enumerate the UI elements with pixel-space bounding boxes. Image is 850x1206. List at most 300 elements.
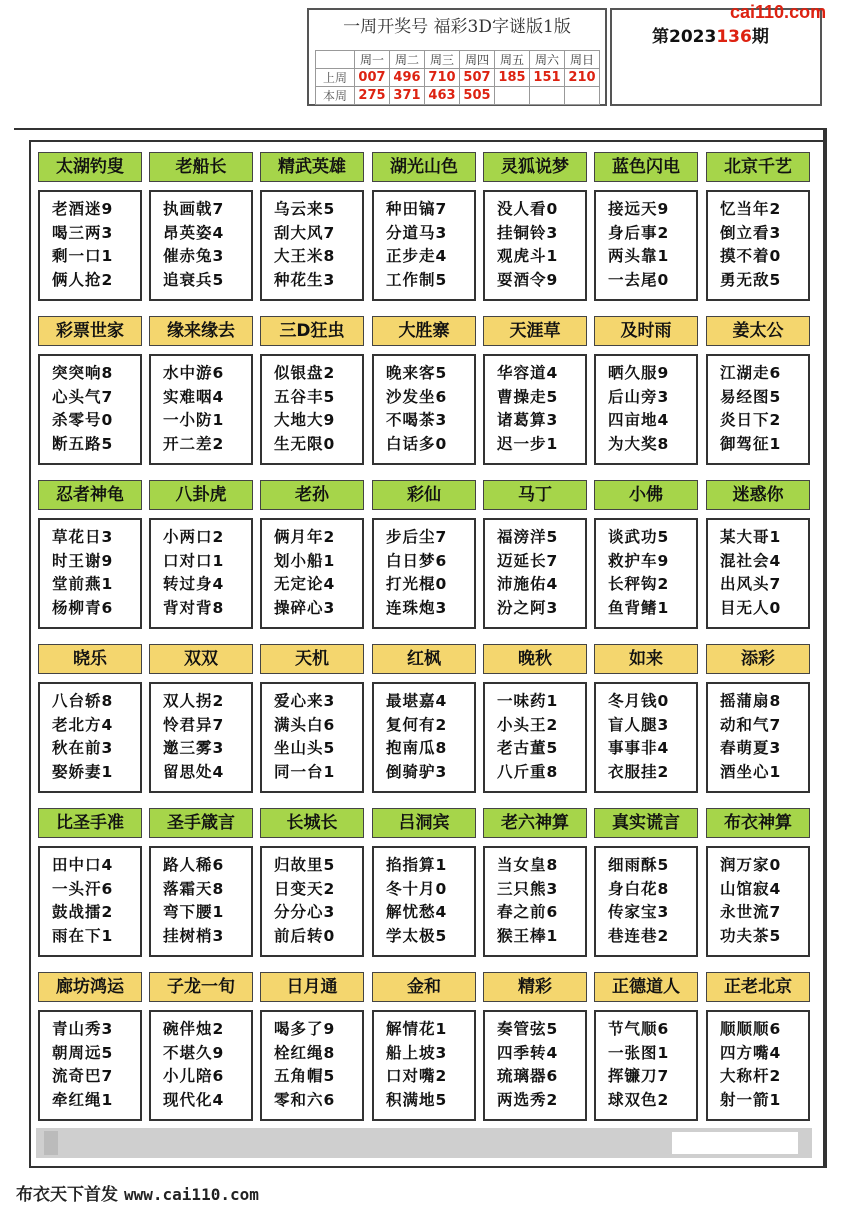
riddle-line: 谈武功5: [608, 528, 670, 546]
riddle-line: 水中游6: [163, 364, 225, 382]
riddle-line: 为大奖8: [608, 434, 670, 453]
card-title: 比圣手准: [38, 808, 142, 838]
riddle-line: 御驾征1: [720, 434, 782, 453]
riddle-line: 接远天9: [608, 200, 670, 218]
riddle-line: 口对口1: [163, 551, 225, 570]
card-body: [38, 518, 142, 629]
riddle-card: [149, 152, 253, 301]
riddle-line: 一小防1: [163, 411, 225, 429]
riddle-line: 酒坐心1: [720, 762, 782, 781]
footer-url[interactable]: www.cai110.com: [124, 1185, 259, 1204]
riddle-line: 留思处4: [163, 762, 225, 781]
riddle-line: 时王谢9: [52, 551, 114, 570]
card-title: 彩仙: [372, 480, 476, 510]
card-title: 天涯草: [483, 316, 587, 346]
riddle-line: 突突响8: [52, 364, 114, 382]
riddle-line: 草花日3: [52, 528, 114, 546]
riddle-line: 划小船1: [274, 551, 336, 570]
riddle-line: 一头汗6: [52, 879, 114, 898]
riddle-line: 老古董5: [497, 739, 559, 757]
riddle-card: [706, 808, 810, 957]
riddle-line: 落霜天8: [163, 879, 225, 898]
period-number: 136: [716, 27, 752, 47]
card-title: 湖光山色: [372, 152, 476, 182]
card-title: 晚秋: [483, 644, 587, 674]
riddle-line: 润万家0: [720, 856, 782, 874]
riddle-line: 功夫茶5: [720, 926, 782, 945]
card-body: [372, 1010, 476, 1121]
riddle-line: 沙发坐6: [386, 387, 448, 406]
strip-white-box: [672, 1132, 798, 1154]
riddle-line: 昂英姿4: [163, 223, 225, 242]
card-title: 蓝色闪电: [594, 152, 698, 182]
site-logo[interactable]: cai110.com: [730, 2, 827, 22]
riddle-card: [372, 808, 476, 957]
weekly-draw-panel: [307, 8, 607, 106]
riddle-line: 路人稀6: [163, 856, 225, 874]
card-title: 北京千艺: [706, 152, 810, 182]
day-header: 周二: [390, 51, 425, 69]
riddle-line: 救护车9: [608, 551, 670, 570]
riddle-line: 开二差2: [163, 434, 225, 453]
riddle-card: [149, 316, 253, 465]
riddle-line: 四亩地4: [608, 411, 670, 429]
riddle-line: 三只熊3: [497, 879, 559, 898]
riddle-line: 炎日下2: [720, 411, 782, 429]
riddle-line: 现代化4: [163, 1090, 225, 1109]
riddle-card: [149, 480, 253, 629]
riddle-line: 最堪嘉4: [386, 692, 448, 710]
riddle-line: 春萌夏3: [720, 739, 782, 757]
riddle-line: 大地大9: [274, 411, 336, 429]
card-title: 彩票世家: [38, 316, 142, 346]
riddle-board: [29, 140, 825, 1168]
card-title: 晓乐: [38, 644, 142, 674]
riddle-card: [38, 316, 142, 465]
riddle-line: 船上坡3: [386, 1043, 448, 1062]
riddle-line: 堂前燕1: [52, 575, 114, 593]
riddle-line: 耍酒令9: [497, 270, 559, 289]
riddle-line: 春之前6: [497, 903, 559, 921]
card-body: [706, 190, 810, 301]
riddle-card: [38, 644, 142, 793]
period-prefix: 第2023: [652, 27, 717, 47]
card-body: [372, 354, 476, 465]
riddle-line: 邀三雾3: [163, 739, 225, 757]
card-body: [38, 846, 142, 957]
riddle-line: 细雨酥5: [608, 856, 670, 874]
riddle-line: 娶娇妻1: [52, 762, 114, 781]
card-title: 正老北京: [706, 972, 810, 1002]
card-title: 迷惑你: [706, 480, 810, 510]
riddle-line: 工作制5: [386, 270, 448, 289]
riddle-line: 两头靠1: [608, 247, 670, 265]
riddle-line: 学太极5: [386, 926, 448, 945]
riddle-line: 没人看0: [497, 200, 559, 218]
riddle-card: [38, 972, 142, 1121]
riddle-card: [260, 152, 364, 301]
riddle-line: 白话多0: [386, 434, 448, 453]
card-title: 及时雨: [594, 316, 698, 346]
riddle-line: 朝周远5: [52, 1043, 114, 1062]
riddle-line: 掐指算1: [386, 856, 448, 874]
riddle-line: 混社会4: [720, 551, 782, 570]
riddle-line: 摸不着0: [720, 247, 782, 265]
riddle-line: 流奇巴7: [52, 1067, 114, 1085]
riddle-line: 巷连巷2: [608, 926, 670, 945]
riddle-card: [372, 152, 476, 301]
riddle-line: 栓红绳8: [274, 1043, 336, 1062]
riddle-line: 连珠炮3: [386, 598, 448, 617]
riddle-card: [372, 316, 476, 465]
riddle-line: 催赤兔3: [163, 247, 225, 265]
card-body: [260, 682, 364, 793]
riddle-line: 断五路5: [52, 434, 114, 453]
riddle-line: 挂铜铃3: [497, 223, 559, 242]
card-title: 马丁: [483, 480, 587, 510]
riddle-card: [483, 316, 587, 465]
card-title: 双双: [149, 644, 253, 674]
card-body: [38, 1010, 142, 1121]
riddle-line: 日变天2: [274, 879, 336, 898]
riddle-card: [483, 808, 587, 957]
riddle-line: 猴王棒1: [497, 926, 559, 945]
riddle-line: 奏管弦5: [497, 1020, 559, 1038]
card-body: [260, 354, 364, 465]
riddle-line: 分道马3: [386, 223, 448, 242]
riddle-line: 后山旁3: [608, 387, 670, 406]
riddle-line: 晚来客5: [386, 364, 448, 382]
riddle-line: 种花生3: [274, 270, 336, 289]
riddle-line: 坐山头5: [274, 739, 336, 757]
riddle-card: [149, 808, 253, 957]
riddle-card: [483, 972, 587, 1121]
card-body: [594, 190, 698, 301]
riddle-line: 一味药1: [497, 692, 559, 710]
riddle-line: 五谷丰5: [274, 387, 336, 406]
card-body: [372, 846, 476, 957]
card-title: 天机: [260, 644, 364, 674]
draw-number: 710: [425, 69, 460, 87]
riddle-line: 某大哥1: [720, 528, 782, 546]
row-label: 上周: [316, 69, 355, 87]
card-body: [483, 1010, 587, 1121]
card-title: 灵狐说梦: [483, 152, 587, 182]
riddle-line: 长秤钩2: [608, 575, 670, 593]
riddle-card: [483, 644, 587, 793]
riddle-line: 似银盘2: [274, 364, 336, 382]
riddle-line: 分分心3: [274, 903, 336, 921]
riddle-line: 白日梦6: [386, 551, 448, 570]
riddle-card: [149, 644, 253, 793]
riddle-line: 晒久服9: [608, 364, 670, 382]
riddle-card: [149, 972, 253, 1121]
card-title: 子龙一旬: [149, 972, 253, 1002]
riddle-card: [372, 972, 476, 1121]
card-title: 红枫: [372, 644, 476, 674]
card-body: [706, 1010, 810, 1121]
riddle-line: 喝多了9: [274, 1020, 336, 1038]
card-body: [483, 190, 587, 301]
card-title: 小佛: [594, 480, 698, 510]
riddle-line: 身后事2: [608, 223, 670, 242]
riddle-line: 山馆寂4: [720, 879, 782, 898]
draw-number: 151: [530, 69, 565, 87]
riddle-line: 四方嘴4: [720, 1043, 782, 1062]
draw-number: 505: [460, 87, 495, 105]
riddle-line: 背对背8: [163, 598, 225, 617]
riddle-line: 剩一口1: [52, 247, 114, 265]
riddle-line: 同一台1: [274, 762, 336, 781]
riddle-line: 爱心来3: [274, 692, 336, 710]
riddle-card: [260, 644, 364, 793]
card-body: [260, 190, 364, 301]
card-title: 老孙: [260, 480, 364, 510]
riddle-line: 打光棍0: [386, 575, 448, 593]
riddle-line: 忆当年2: [720, 200, 782, 218]
riddle-card: [483, 152, 587, 301]
riddle-line: 诸葛算3: [497, 411, 559, 429]
card-body: [594, 518, 698, 629]
riddle-line: 俩人抢2: [52, 270, 114, 289]
day-header: 周五: [495, 51, 530, 69]
riddle-line: 摇蒲扇8: [720, 692, 782, 710]
card-body: [483, 518, 587, 629]
riddle-line: 满头白6: [274, 715, 336, 734]
riddle-card: [706, 972, 810, 1121]
riddle-card: [706, 644, 810, 793]
riddle-line: 传家宝3: [608, 903, 670, 921]
riddle-line: 迟一步1: [497, 434, 559, 453]
riddle-line: 归故里5: [274, 856, 336, 874]
card-title: 布衣神算: [706, 808, 810, 838]
riddle-line: 动和气7: [720, 715, 782, 734]
card-body: [706, 518, 810, 629]
riddle-line: 转过身4: [163, 575, 225, 593]
draw-number: 185: [495, 69, 530, 87]
riddle-line: 八斤重8: [497, 762, 559, 781]
card-title: 正德道人: [594, 972, 698, 1002]
card-body: [706, 846, 810, 957]
card-body: [149, 1010, 253, 1121]
riddle-card: [372, 644, 476, 793]
strip-block: [44, 1131, 58, 1155]
riddle-line: 心头气7: [52, 387, 114, 406]
riddle-line: 江湖走6: [720, 364, 782, 382]
card-title: 八卦虎: [149, 480, 253, 510]
riddle-card: [260, 480, 364, 629]
card-body: [483, 682, 587, 793]
riddle-line: 青山秀3: [52, 1020, 114, 1038]
riddle-line: 一张图1: [608, 1043, 670, 1062]
card-title: 太湖钓叟: [38, 152, 142, 182]
riddle-line: 五角帽5: [274, 1067, 336, 1085]
riddle-line: 鼓战擂2: [52, 903, 114, 921]
riddle-line: 冬月钱0: [608, 692, 670, 710]
riddle-line: 老北方4: [52, 715, 114, 734]
riddle-line: 盲人腿3: [608, 715, 670, 734]
riddle-line: 冬十月0: [386, 879, 448, 898]
card-title: 精彩: [483, 972, 587, 1002]
riddle-line: 雨在下1: [52, 926, 114, 945]
weekly-draw-title: 一周开奖号 福彩3D字谜版1版: [343, 17, 571, 37]
riddle-line: 勇无敌5: [720, 270, 782, 289]
riddle-line: 抱南瓜8: [386, 739, 448, 757]
riddle-line: 汾之阿3: [497, 598, 559, 617]
riddle-line: 迈延长7: [497, 551, 559, 570]
riddle-line: 正步走4: [386, 247, 448, 265]
riddle-line: 衣服挂2: [608, 762, 670, 781]
riddle-line: 步后尘7: [386, 528, 448, 546]
card-body: [372, 190, 476, 301]
riddle-line: 追衰兵5: [163, 270, 225, 289]
riddle-line: 无定论4: [274, 575, 336, 593]
riddle-line: 前后转0: [274, 926, 336, 945]
card-body: [372, 682, 476, 793]
riddle-line: 永世流7: [720, 903, 782, 921]
draw-number: [495, 87, 530, 105]
card-body: [260, 1010, 364, 1121]
riddle-line: 曹操走5: [497, 387, 559, 406]
card-title: 精武英雄: [260, 152, 364, 182]
card-body: [149, 190, 253, 301]
riddle-line: 射一箭1: [720, 1090, 782, 1109]
bottom-strip: [36, 1128, 812, 1158]
riddle-line: 双人拐2: [163, 692, 225, 710]
riddle-card: [38, 480, 142, 629]
card-title: 如来: [594, 644, 698, 674]
riddle-card: [38, 152, 142, 301]
weekly-draw-table: [315, 50, 600, 105]
riddle-line: 华容道4: [497, 364, 559, 382]
riddle-line: 小头王2: [497, 715, 559, 734]
riddle-line: 琉璃器6: [497, 1067, 559, 1085]
riddle-line: 不堪久9: [163, 1043, 225, 1062]
draw-number: 210: [565, 69, 600, 87]
this-week-row: [316, 87, 600, 105]
card-body: [483, 354, 587, 465]
card-title: 老六神算: [483, 808, 587, 838]
riddle-card: [706, 316, 810, 465]
riddle-line: 解情花1: [386, 1020, 448, 1038]
riddle-line: 易经图5: [720, 387, 782, 406]
riddle-line: 四季转4: [497, 1043, 559, 1062]
day-header: 周一: [355, 51, 390, 69]
card-title: 老船长: [149, 152, 253, 182]
riddle-card: [706, 152, 810, 301]
draw-number: 007: [355, 69, 390, 87]
riddle-line: 倒骑驴3: [386, 762, 448, 781]
riddle-line: 福滂洋5: [497, 528, 559, 546]
card-title: 姜太公: [706, 316, 810, 346]
draw-number: 496: [390, 69, 425, 87]
riddle-line: 沛施佑4: [497, 575, 559, 593]
riddle-line: 节气顺6: [608, 1020, 670, 1038]
riddle-line: 牵红绳1: [52, 1090, 114, 1109]
riddle-line: 田中口4: [52, 856, 114, 874]
riddle-card: [260, 808, 364, 957]
riddle-line: 喝三两3: [52, 223, 114, 242]
card-body: [706, 354, 810, 465]
card-body: [149, 846, 253, 957]
card-title: 长城长: [260, 808, 364, 838]
riddle-line: 球双色2: [608, 1090, 670, 1109]
riddle-card: [706, 480, 810, 629]
draw-number: 371: [390, 87, 425, 105]
day-header: 周日: [565, 51, 600, 69]
card-title: 三D狂虫: [260, 316, 364, 346]
riddle-card: [372, 480, 476, 629]
top-rule: [14, 128, 824, 130]
card-title: 圣手箴言: [149, 808, 253, 838]
draw-number: 275: [355, 87, 390, 105]
card-body: [594, 846, 698, 957]
riddle-line: 出风头7: [720, 575, 782, 593]
riddle-card: [594, 644, 698, 793]
day-header: 周三: [425, 51, 460, 69]
riddle-line: 解忧愁4: [386, 903, 448, 921]
riddle-line: 挂树梢3: [163, 926, 225, 945]
riddle-line: 生无限0: [274, 434, 336, 453]
riddle-line: 八台轿8: [52, 692, 114, 710]
card-title: 忍者神龟: [38, 480, 142, 510]
riddle-line: 大王米8: [274, 247, 336, 265]
riddle-line: 秋在前3: [52, 739, 114, 757]
riddle-line: 口对嘴2: [386, 1067, 448, 1085]
card-body: [372, 518, 476, 629]
card-body: [483, 846, 587, 957]
card-body: [38, 354, 142, 465]
card-body: [38, 682, 142, 793]
draw-number: [530, 87, 565, 105]
riddle-card: [594, 972, 698, 1121]
riddle-line: 种田镐7: [386, 200, 448, 218]
draw-number: 507: [460, 69, 495, 87]
riddle-line: 操碎心3: [274, 598, 336, 617]
riddle-card: [594, 152, 698, 301]
riddle-line: 碗伴烛2: [163, 1020, 225, 1038]
riddle-line: 零和六6: [274, 1090, 336, 1109]
riddle-line: 不喝茶3: [386, 411, 448, 429]
riddle-card: [260, 972, 364, 1121]
riddle-line: 执画戟7: [163, 200, 225, 218]
footer-text: 布衣天下首发: [16, 1185, 118, 1205]
riddle-line: 事事非4: [608, 739, 670, 757]
riddle-card: [594, 480, 698, 629]
riddle-card: [38, 808, 142, 957]
card-body: [594, 1010, 698, 1121]
riddle-line: 两选秀2: [497, 1090, 559, 1109]
period-suffix: 期: [751, 27, 769, 47]
riddle-line: 大称杆2: [720, 1067, 782, 1085]
card-body: [149, 682, 253, 793]
row-label: 本周: [316, 87, 355, 105]
riddle-line: 小儿陪6: [163, 1067, 225, 1085]
card-title: 吕洞宾: [372, 808, 476, 838]
riddle-line: 刮大风7: [274, 223, 336, 242]
riddle-line: 倒立看3: [720, 223, 782, 242]
card-title: 真实谎言: [594, 808, 698, 838]
draw-number: 463: [425, 87, 460, 105]
riddle-line: 弯下腰1: [163, 903, 225, 921]
riddle-line: 小两口2: [163, 528, 225, 546]
day-header: 周六: [530, 51, 565, 69]
riddle-line: 俩月年2: [274, 528, 336, 546]
riddle-line: 身白花8: [608, 879, 670, 898]
card-title: 金和: [372, 972, 476, 1002]
riddle-line: 鱼背鳍1: [608, 598, 670, 617]
riddle-line: 目无人0: [720, 598, 782, 617]
